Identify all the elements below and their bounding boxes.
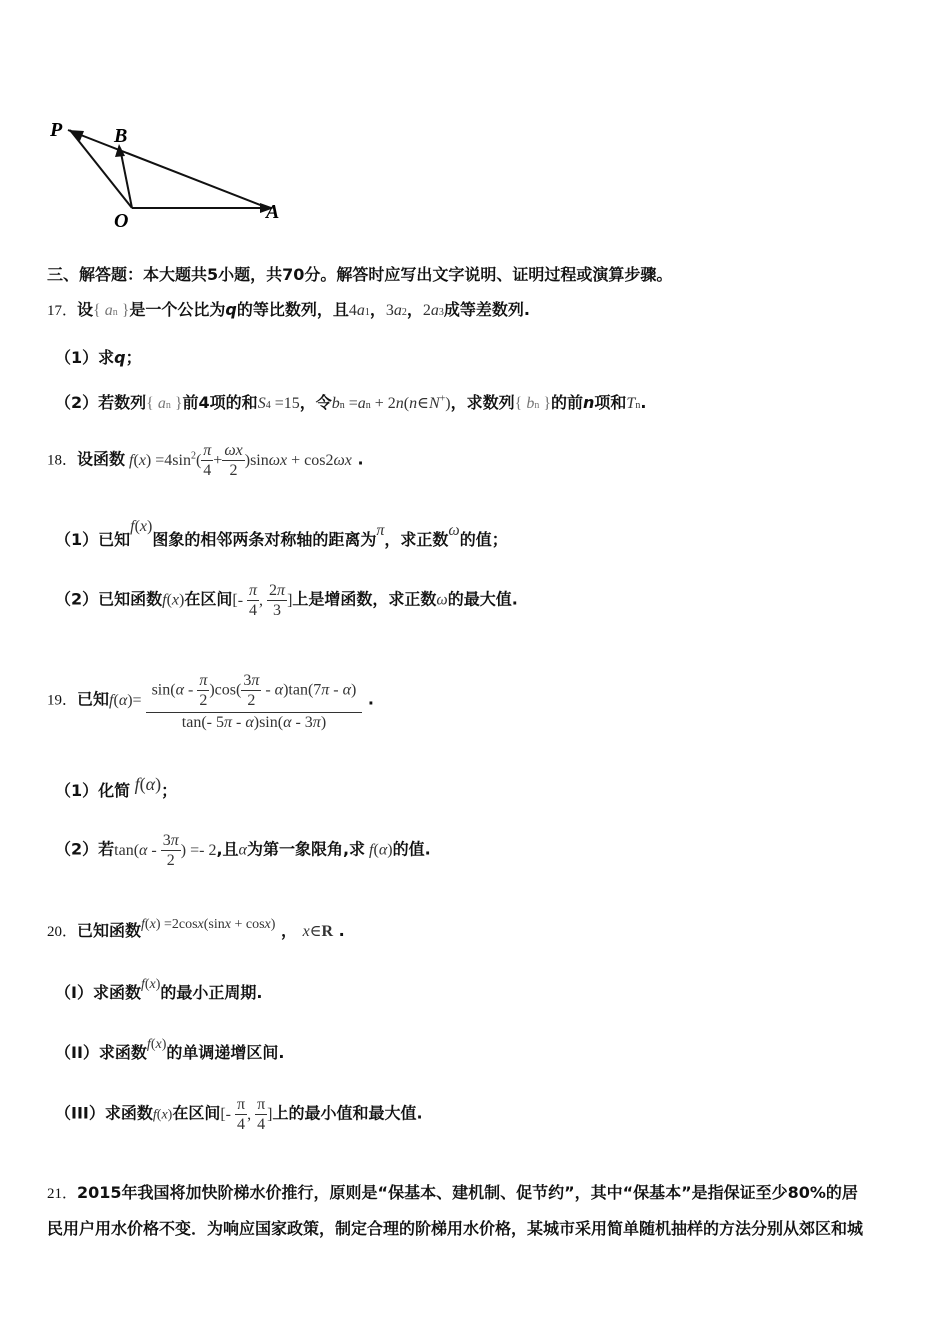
q17-math-2a3: 2a3 <box>422 302 444 319</box>
q19-math-fa: f(α) <box>134 774 162 794</box>
q20-p2-text: 的单调递增区间. <box>166 1043 285 1062</box>
q17-math-bn: bn =an + 2n(n∈N+) <box>331 393 451 412</box>
q17-p2-text: ，求数列 <box>450 393 515 412</box>
q18-stem: 18．设函数 $f(x) =4\sin^2$( $\frac{\pi}{4}$ + $\frac{\omega x}{2}$ )sinωx + cos2ωx . <box>47 442 364 479</box>
q18-text: 设函数 <box>77 449 126 469</box>
q18-math-omega: ω <box>436 591 448 609</box>
q18-p1-text: 的值； <box>459 530 508 549</box>
q17-p2-text: 项的和 <box>209 393 258 412</box>
q20-text: 已知函数 <box>77 921 142 940</box>
q20-p2-text: （II）求函数 <box>55 1043 147 1062</box>
q18-number: 18． <box>47 452 78 469</box>
q17-part2 <box>55 390 646 413</box>
q17-p2-text: 的前 <box>551 393 584 412</box>
q17-text: 成等差数列. <box>443 300 531 319</box>
q20-p3-text: 在区间 <box>172 1103 221 1123</box>
label-a: A <box>266 201 280 223</box>
q19-p2-text: 的值. <box>392 839 431 859</box>
q17-number: 17． <box>47 303 78 319</box>
q17-p2-text: ，令 <box>299 393 332 412</box>
q20-part2 <box>55 1037 285 1063</box>
q17-stem <box>47 297 530 320</box>
q20-p1-text: 的最小正周期. <box>160 983 263 1002</box>
label-p: P <box>50 119 63 141</box>
q17-seq-a: { an } <box>93 302 130 319</box>
q20-math-fx: f(x) <box>146 1037 167 1052</box>
q20-stem: 20．已知函数f(x) =2cosx(sinx + cosx) ， x∈R . <box>47 917 345 940</box>
q17-part1 <box>55 345 142 368</box>
q18-p2-text: 的最大值. <box>447 589 518 609</box>
q17-p1-text: （1）求 <box>55 348 115 367</box>
q18-p2-text: 上是增函数，求正数 <box>292 589 437 609</box>
q17-text: ， <box>406 300 423 319</box>
q21-number: 21． <box>47 1186 78 1202</box>
q17-math-4a1: 4a1 <box>348 302 370 319</box>
q19-stem: 19．已知f(α)= sin(α - $\frac{\pi}{2}$ )cos( $\frac{3\pi}{2}$ - α)tan(7π - α) tan(- 5π - α)sin(α - 3π) . <box>47 672 374 731</box>
q20-math-fx: f(x) <box>152 1107 173 1123</box>
q17-p1-q: q <box>114 348 126 367</box>
q17-p2-text: 4 <box>198 393 210 412</box>
q19-text: 已知 <box>77 689 110 709</box>
q20-p3-text: 上的最小值和最大值. <box>272 1103 423 1123</box>
q21-line-2: 民用户用水价格不变．为响应国家政策，制定合理的阶梯用水价格，某城市采用简单随机抽样的方法分别从郊区和城 <box>47 1219 864 1238</box>
q17-p2-n: n <box>583 393 595 412</box>
q18-math-omega: ω <box>448 522 460 539</box>
segment-ap <box>68 130 268 208</box>
q18-math-fx: f(x) <box>162 591 185 609</box>
q18-part1 <box>55 518 508 550</box>
q20-math-f: f(x) =2cosx(sinx + cosx) <box>141 917 276 932</box>
q19-p1-text: ； <box>161 781 178 800</box>
q20-part1 <box>55 977 263 1003</box>
q21-line-1 <box>47 1180 858 1203</box>
q17-p2-text: （2）若数列 <box>55 393 147 412</box>
q19-p1-text: （1）化简 <box>55 781 131 800</box>
q20-math-fx: f(x) <box>140 977 161 992</box>
q17-text: ， <box>369 300 386 319</box>
q17-math-s4: S4 =15 <box>257 395 300 412</box>
q19-math-fa: f(α) <box>369 841 393 859</box>
q19-math-f: f(α)= sin(α - $\frac{\pi}{2}$ )cos( $\frac{3\pi}{2}$ - α)tan(7π - α) tan(- 5π - α)sin(α - 3π) <box>109 692 362 709</box>
label-o: O <box>114 210 129 232</box>
q17-p1-text: ； <box>125 348 142 367</box>
q17-math-3a2: 3a2 <box>385 302 407 319</box>
q17-text: 是一个公比为 <box>129 300 226 319</box>
q17-p2-text: 项和 <box>594 393 627 412</box>
q20-p3-text: （III）求函数 <box>55 1103 153 1123</box>
q17-p2-text: 前 <box>182 393 199 412</box>
q17-math-tn: Tn <box>626 395 641 412</box>
q18-p1-text: （1）已知 <box>55 530 131 549</box>
q18-p2-text: 在区间 <box>184 589 233 609</box>
q17-q: q <box>225 300 237 319</box>
q19-math-tan: tan(α - $\frac{3\pi}{2}$ ) =- 2 <box>114 832 217 869</box>
q20-part3 <box>55 1096 423 1134</box>
q18-p1-text: 图象的相邻两条对称轴的距离为 <box>152 530 377 549</box>
q21-text: 2015年我国将加快阶梯水价推行，原则是“保基本、建机制、促节约”，其中“保基本”是指保证至少80%的居 <box>77 1183 858 1202</box>
q17-text: 设 <box>77 300 94 319</box>
q19-part2 <box>55 832 431 870</box>
q18-math-fx: f(x) <box>130 518 153 535</box>
section-heading: 三、解答题：本大题共5小题，共70分。解答时应写出文字说明、证明过程或演算步骤。 <box>47 265 673 284</box>
q18-part2 <box>55 582 518 620</box>
q18-math-pi: π <box>376 522 385 539</box>
q17-text: 的等比数列，且 <box>236 300 349 319</box>
q18-p2-text: （2）已知函数 <box>55 589 163 609</box>
q19-p2-text: 为第一象限角,求 <box>246 839 366 859</box>
q20-math-domain: x∈R <box>302 923 334 940</box>
q19-part1 <box>55 774 178 801</box>
q20-number: 20． <box>47 924 78 940</box>
q19-number: 19． <box>47 692 78 709</box>
q18-math-f: $f(x) =4\sin^2$( $\frac{\pi}{4}$ + $\frac{\omega x}{2}$ )sinωx + cos2ωx <box>129 442 352 479</box>
q18-math-interval: [- $\frac{\pi}{4}$ , $\frac{2\pi}{3}$ ] <box>232 582 293 619</box>
q17-seq-b: { bn } <box>514 395 551 412</box>
q19-math-alpha: α <box>238 841 247 859</box>
q19-p2-text: ,且 <box>216 839 239 859</box>
q17-p2-text: . <box>640 393 647 412</box>
vector-figure <box>40 110 300 235</box>
q17-seq-a: { an } <box>146 395 183 412</box>
q18-p1-text: ，求正数 <box>384 530 449 549</box>
label-b: B <box>114 125 128 147</box>
q20-p1-text: （I）求函数 <box>55 983 141 1002</box>
q20-math-interval: [- $\frac{\pi}{4}$ , $\frac{\pi}{4}$ ] <box>220 1096 273 1133</box>
q19-p2-text: （2）若 <box>55 839 115 859</box>
